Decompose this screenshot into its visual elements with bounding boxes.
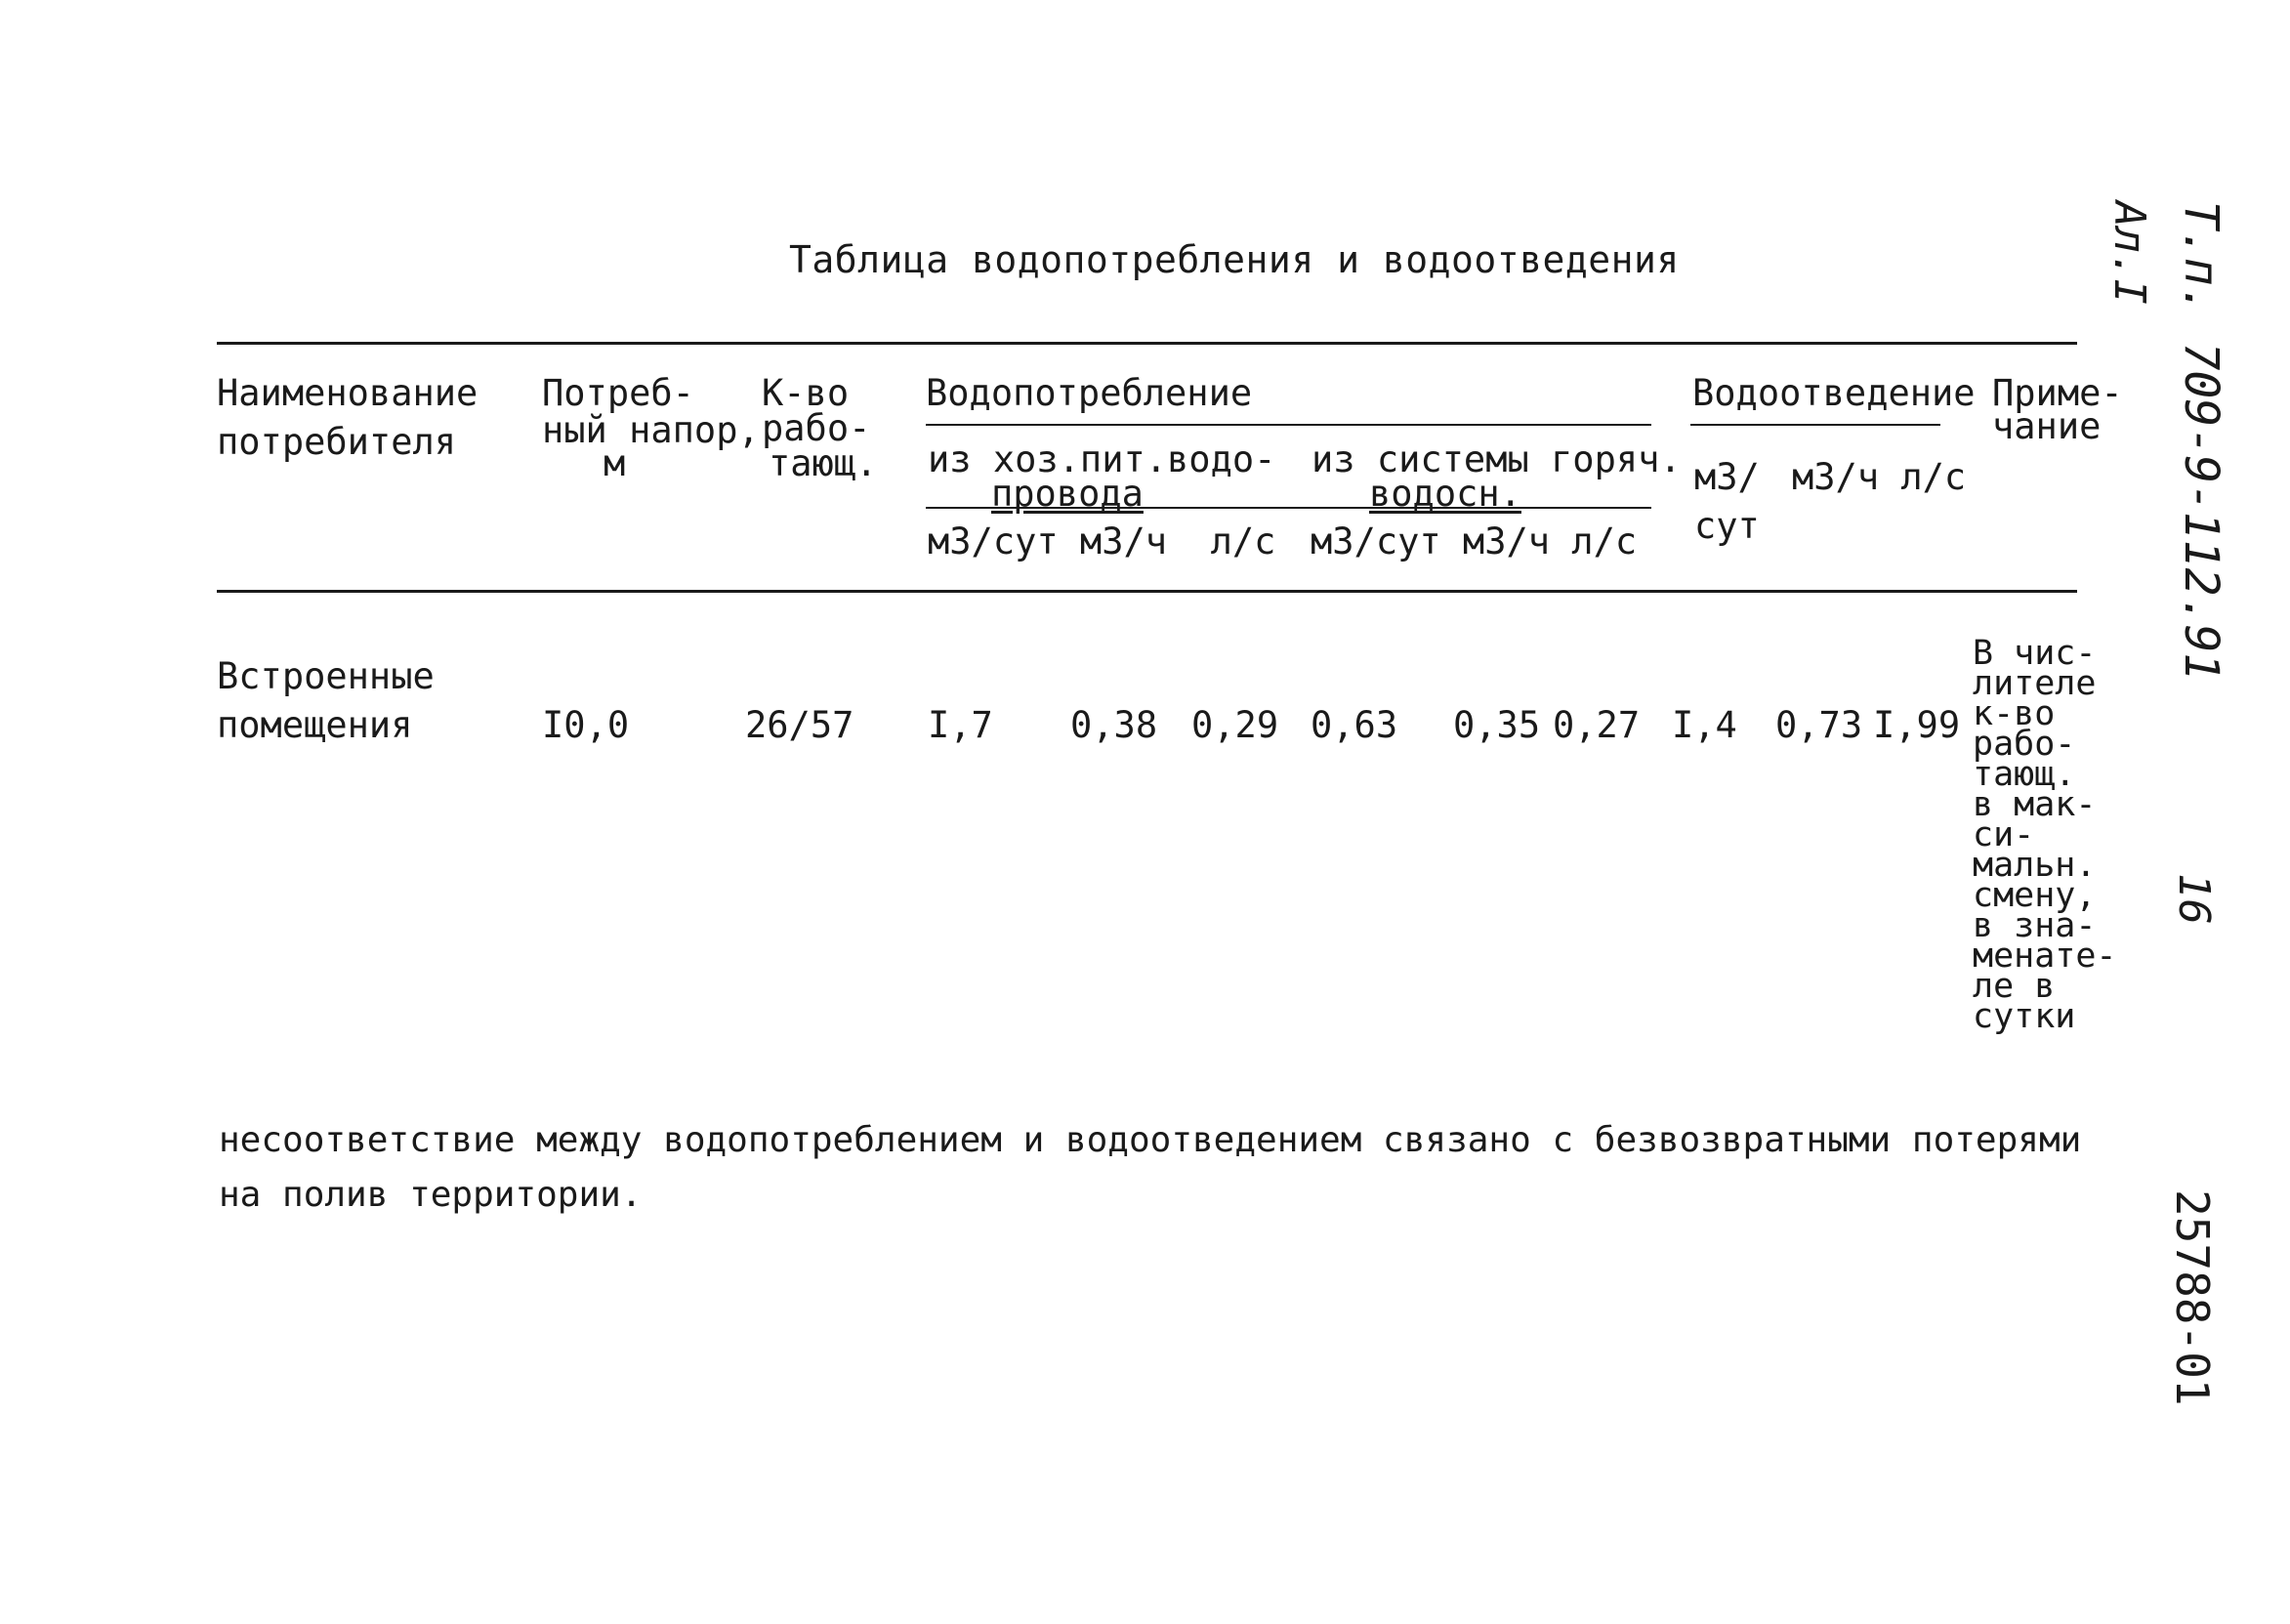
row-note-line: смену, <box>1973 876 2097 915</box>
header-cold-units: м3/сут м3/ч л/с <box>928 521 1276 562</box>
row-disposal-l-s: I,99 <box>1873 704 1961 746</box>
row-pressure: I0,0 <box>542 704 630 746</box>
row-cold-m3-h: 0,38 <box>1070 704 1158 746</box>
header-workers-line3: тающ. <box>769 442 878 484</box>
row-note <box>1973 634 2117 1036</box>
consumption-rule <box>926 424 1651 426</box>
row-note-line: В чис- <box>1973 634 2097 673</box>
row-note-line: рабо- <box>1973 725 2076 764</box>
header-disposal-unit1-line1: м3/ <box>1694 456 1760 498</box>
header-hot-units: м3/сут м3/ч л/с <box>1311 521 1638 562</box>
margin-inventory: 25788-01 <box>2166 1189 2219 1406</box>
header-disposal-unit1-line2: сут <box>1694 505 1760 547</box>
header-note-line2: чание <box>1992 405 2102 447</box>
table-title: Таблица водопотребления и водоотведения <box>789 238 1680 281</box>
row-note-line: сутки <box>1973 997 2076 1036</box>
disposal-rule <box>1690 424 1940 426</box>
header-name-line2: потребителя <box>217 421 457 463</box>
row-note-line: тающ. <box>1973 755 2076 794</box>
row-note-line: лителе <box>1973 664 2097 703</box>
header-name-line1: Наименование <box>217 372 479 414</box>
header-disposal-units-rest: м3/ч л/с <box>1792 456 1967 498</box>
margin-doc-code: Т.п. 709-9-112.91 <box>2174 201 2228 682</box>
header-consumption: Водопотребление <box>926 372 1253 414</box>
header-pressure-line2: ный напор, <box>542 409 760 451</box>
row-hot-m3-day: 0,63 <box>1311 704 1398 746</box>
row-name-line1: Встроенные <box>217 655 435 697</box>
row-note-line: в зна- <box>1973 906 2097 945</box>
row-workers: 26/57 <box>745 704 854 746</box>
row-disposal-m3-h: 0,73 <box>1775 704 1863 746</box>
header-hot-line1: из системы горяч. <box>1312 438 1682 480</box>
footnote-line1: несоответствие между водопотреблением и водоотведением связано с безвозвратными потерями <box>219 1120 2082 1160</box>
row-note-line: ле в <box>1973 967 2056 1006</box>
row-cold-l-s: 0,29 <box>1191 704 1279 746</box>
header-cold-line2: провода <box>991 473 1144 515</box>
header-disposal: Водоотведение <box>1692 372 1976 414</box>
footnote-line2: на полив территории. <box>219 1175 643 1215</box>
margin-page-number: 16 <box>2169 873 2219 925</box>
row-name-line2: помещения <box>217 704 413 746</box>
row-note-line: си- <box>1973 815 2035 854</box>
header-pressure-line1: Потреб- <box>542 372 694 414</box>
row-disposal-m3-day: I,4 <box>1672 704 1737 746</box>
margin-album: Ал.I <box>2104 201 2154 305</box>
header-note-line1: Приме- <box>1992 372 2123 414</box>
row-cold-m3-day: I,7 <box>928 704 993 746</box>
row-note-line: в мак- <box>1973 785 2097 824</box>
row-note-line: менате- <box>1973 937 2117 976</box>
header-pressure-line3: м <box>604 442 626 484</box>
header-workers-line2: рабо- <box>762 407 871 449</box>
header-cold-line1: из хоз.пит.водо- <box>928 438 1276 480</box>
row-hot-m3-h: 0,35 <box>1453 704 1541 746</box>
row-note-line: мальн. <box>1973 846 2097 885</box>
header-hot-line2: водосн. <box>1369 473 1521 515</box>
header-bottom-rule <box>217 590 2077 593</box>
table-top-rule <box>217 342 2077 345</box>
row-note-line: к-во <box>1973 694 2056 733</box>
row-hot-l-s: 0,27 <box>1553 704 1641 746</box>
header-workers-line1: К-во <box>762 372 850 414</box>
